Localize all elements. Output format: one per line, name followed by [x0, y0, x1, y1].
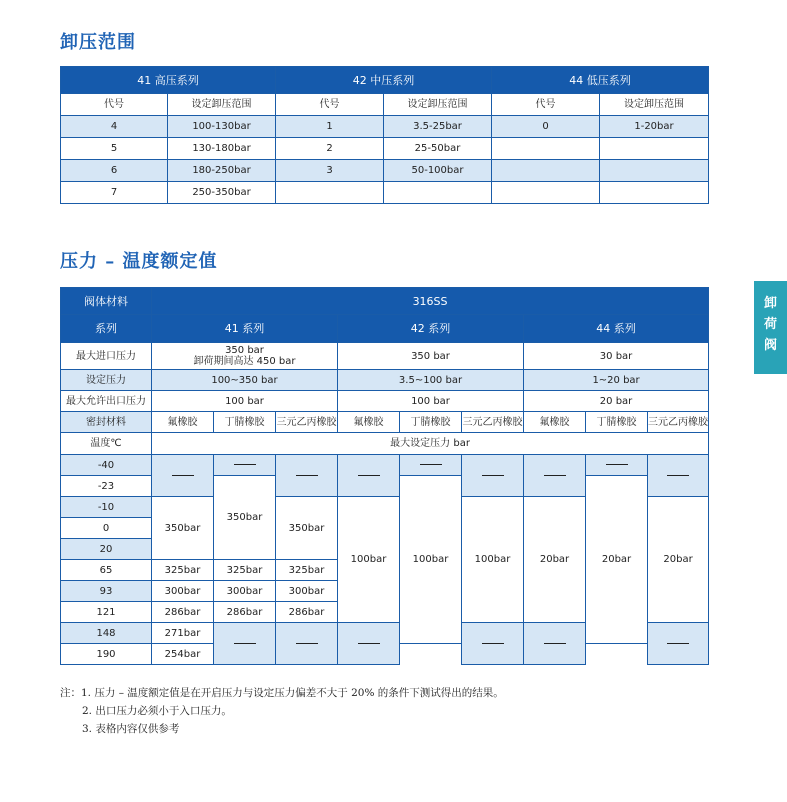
- value-cell: 20bar: [586, 476, 648, 644]
- seal-epdm: 三元乙丙橡胶: [648, 412, 709, 433]
- dash-mark: [606, 464, 628, 465]
- not-applicable-cell: [462, 455, 524, 497]
- value-cell: 325bar: [152, 560, 214, 581]
- set-pressure-42: 3.5~100 bar: [338, 370, 524, 391]
- table-cell: 3.5-25bar: [384, 116, 492, 138]
- value-cell: 20bar: [524, 497, 586, 623]
- col-header-range: 设定卸压范围: [168, 94, 276, 116]
- value-cell: 100bar: [462, 497, 524, 623]
- pressure-temperature-table: [60, 287, 709, 665]
- note-line-2: 2. 出口压力必须小于入口压力。: [82, 705, 232, 717]
- col-header-code: 代号: [276, 94, 384, 116]
- section-title-relief-range: 卸压范围: [60, 32, 136, 53]
- value-cell: 350bar: [214, 476, 276, 560]
- dash-mark: [234, 643, 256, 644]
- series-label: 系列: [61, 315, 152, 343]
- table-cell: 100-130bar: [168, 116, 276, 138]
- value-cell: 300bar: [276, 581, 338, 602]
- table-cell: 50-100bar: [384, 160, 492, 182]
- table-cell: 25-50bar: [384, 138, 492, 160]
- temp-cell: -23: [61, 476, 152, 497]
- value-cell: 350bar: [152, 497, 214, 560]
- temperature-label: 温度℃: [61, 433, 152, 455]
- temp-cell: 121: [61, 602, 152, 623]
- table-cell: [600, 138, 709, 160]
- dash-mark: [234, 464, 256, 465]
- not-applicable-cell: [586, 455, 648, 476]
- seal-label: 密封材料: [61, 412, 152, 433]
- set-pressure-label: 设定压力: [61, 370, 152, 391]
- max-inlet-41-line1: 350 bar: [225, 345, 264, 356]
- seal-epdm: 三元乙丙橡胶: [462, 412, 524, 433]
- col-header-code: 代号: [61, 94, 168, 116]
- max-inlet-41: [152, 343, 338, 370]
- set-pressure-44: 1~20 bar: [524, 370, 709, 391]
- not-applicable-cell: [462, 623, 524, 665]
- not-applicable-cell: [400, 455, 462, 476]
- dash-mark: [296, 475, 318, 476]
- table-row: [61, 182, 709, 204]
- side-tab-char: 卸: [763, 296, 777, 311]
- seal-nbr: 丁腈橡胶: [586, 412, 648, 433]
- series-44: 44 系列: [524, 315, 709, 343]
- max-outlet-41: 100 bar: [152, 391, 338, 412]
- seal-fkm: 氟橡胶: [524, 412, 586, 433]
- value-cell: 100bar: [400, 476, 462, 644]
- dash-mark: [482, 475, 504, 476]
- group-header-41: 41 高压系列: [61, 67, 276, 94]
- table-cell: 6: [61, 160, 168, 182]
- temp-cell: 0: [61, 518, 152, 539]
- table-cell: 180-250bar: [168, 160, 276, 182]
- table-cell: [492, 182, 600, 204]
- notes: [60, 684, 504, 738]
- dash-mark: [544, 643, 566, 644]
- temp-cell: 93: [61, 581, 152, 602]
- dash-mark: [296, 643, 318, 644]
- note-line-3: 3. 表格内容仅供参考: [82, 723, 180, 735]
- seal-fkm: 氟橡胶: [152, 412, 214, 433]
- value-cell: 350bar: [276, 497, 338, 560]
- not-applicable-cell: [648, 455, 709, 497]
- table-cell: [492, 160, 600, 182]
- dash-mark: [667, 643, 689, 644]
- table-cell: 5: [61, 138, 168, 160]
- col-header-code: 代号: [492, 94, 600, 116]
- value-cell: 300bar: [214, 581, 276, 602]
- dash-mark: [358, 643, 380, 644]
- not-applicable-cell: [338, 623, 400, 665]
- table-cell: [384, 182, 492, 204]
- table-cell: [600, 182, 709, 204]
- max-set-pressure-label: 最大设定压力 bar: [152, 433, 709, 455]
- not-applicable-cell: [214, 455, 276, 476]
- table-cell: 1: [276, 116, 384, 138]
- col-header-range: 设定卸压范围: [384, 94, 492, 116]
- table-cell: [492, 138, 600, 160]
- dash-mark: [172, 475, 194, 476]
- table-cell: 7: [61, 182, 168, 204]
- relief-range-table: [60, 66, 709, 204]
- table-row: [61, 455, 709, 476]
- material-label: 阀体材料: [61, 288, 152, 315]
- max-inlet-44: 30 bar: [524, 343, 709, 370]
- dash-mark: [420, 464, 442, 465]
- value-cell: 325bar: [214, 560, 276, 581]
- not-applicable-cell: [276, 623, 338, 665]
- value-cell: 325bar: [276, 560, 338, 581]
- series-41: 41 系列: [152, 315, 338, 343]
- table-cell: 1-20bar: [600, 116, 709, 138]
- seal-nbr: 丁腈橡胶: [400, 412, 462, 433]
- not-applicable-cell: [648, 623, 709, 665]
- seal-nbr: 丁腈橡胶: [214, 412, 276, 433]
- table-cell: [276, 182, 384, 204]
- dash-mark: [482, 643, 504, 644]
- section-title-pressure-temperature: 压力 – 温度额定值: [60, 251, 218, 272]
- temp-cell: -40: [61, 455, 152, 476]
- temp-cell: -10: [61, 497, 152, 518]
- temp-cell: 190: [61, 644, 152, 665]
- side-tab-char: 阀: [763, 338, 777, 353]
- not-applicable-cell: [214, 623, 276, 665]
- seal-fkm: 氟橡胶: [338, 412, 400, 433]
- dash-mark: [358, 475, 380, 476]
- max-inlet-label: 最大进口压力: [61, 343, 152, 370]
- dash-mark: [544, 475, 566, 476]
- temp-cell: 148: [61, 623, 152, 644]
- dash-mark: [667, 475, 689, 476]
- material-value: 316SS: [152, 288, 709, 315]
- value-cell: 20bar: [648, 497, 709, 623]
- col-header-range: 设定卸压范围: [600, 94, 709, 116]
- table-row: [61, 160, 709, 182]
- table-row: [61, 138, 709, 160]
- not-applicable-cell: [524, 623, 586, 665]
- table-cell: 0: [492, 116, 600, 138]
- not-applicable-cell: [338, 455, 400, 497]
- value-cell: 254bar: [152, 644, 214, 665]
- table-cell: [600, 160, 709, 182]
- group-header-44: 44 低压系列: [492, 67, 709, 94]
- side-tab-char: 荷: [763, 317, 777, 332]
- set-pressure-41: 100~350 bar: [152, 370, 338, 391]
- series-42: 42 系列: [338, 315, 524, 343]
- not-applicable-cell: [152, 455, 214, 497]
- temp-cell: 65: [61, 560, 152, 581]
- value-cell: 286bar: [276, 602, 338, 623]
- max-outlet-42: 100 bar: [338, 391, 524, 412]
- seal-epdm: 三元乙丙橡胶: [276, 412, 338, 433]
- value-cell: 100bar: [338, 497, 400, 623]
- table-cell: 3: [276, 160, 384, 182]
- table-cell: 130-180bar: [168, 138, 276, 160]
- value-cell: 300bar: [152, 581, 214, 602]
- max-outlet-label: 最大允许出口压力: [61, 391, 152, 412]
- max-inlet-42: 350 bar: [338, 343, 524, 370]
- max-inlet-41-line2: 卸荷期间高达 450 bar: [193, 356, 296, 367]
- group-header-42: 42 中压系列: [276, 67, 492, 94]
- not-applicable-cell: [524, 455, 586, 497]
- table-row: [61, 116, 709, 138]
- table-cell: 250-350bar: [168, 182, 276, 204]
- note-line-1: 注：1. 压力 – 温度额定值是在开启压力与设定压力偏差不大于 20% 的条件下测试得出的结果。: [60, 687, 504, 699]
- temp-cell: 20: [61, 539, 152, 560]
- not-applicable-cell: [276, 455, 338, 497]
- value-cell: 286bar: [152, 602, 214, 623]
- table-cell: 4: [61, 116, 168, 138]
- table-cell: 2: [276, 138, 384, 160]
- value-cell: 271bar: [152, 623, 214, 644]
- value-cell: 286bar: [214, 602, 276, 623]
- max-outlet-44: 20 bar: [524, 391, 709, 412]
- side-tab: [754, 281, 787, 374]
